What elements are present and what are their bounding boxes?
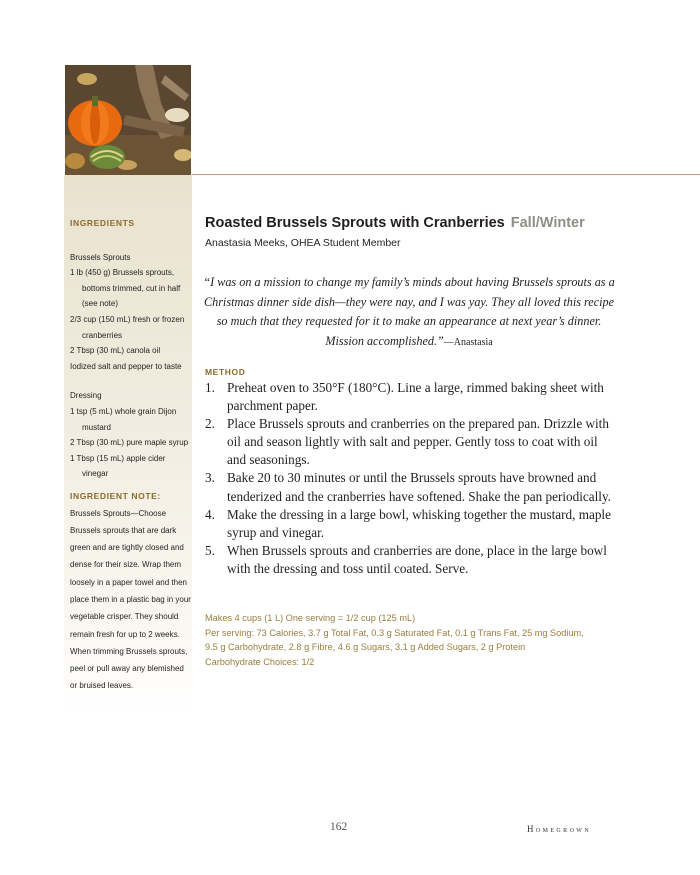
nutrition-line: Per serving: 73 Calories, 3.7 g Total Fat, 0.3 g Saturated Fat, 0.1 g Trans Fat, 25 mg Sodium, <box>205 627 584 638</box>
step-text: When Brussels sprouts and cranberries are done, place in the large bowl with the dressing and toss until coated. Serve. <box>227 542 607 576</box>
step-text: Bake 20 to 30 minutes or until the Brussels sprouts have browned and tenderized and the cranberries have softened. Shake the pan periodically. <box>227 470 611 504</box>
step-number: 3. <box>205 470 215 486</box>
recipe-quote <box>203 273 615 352</box>
nutrition-line: Carbohydrate Choices: 1/2 <box>205 656 315 667</box>
recipe-photo <box>65 65 191 175</box>
ingredients-heading: INGREDIENTS <box>70 218 135 228</box>
step-number: 5. <box>205 542 215 558</box>
method-step <box>205 542 615 578</box>
nutrition-info <box>205 611 615 669</box>
header-rule <box>192 174 700 175</box>
method-step <box>205 506 615 542</box>
step-number: 4. <box>205 506 215 522</box>
ingredient-item: 1 tsp (5 mL) whole grain Dijon mustard <box>70 406 177 432</box>
pumpkin-gourd-image <box>65 65 191 175</box>
quote-text: “I was on a mission to change my family’s minds about having Brussels sprouts as a Christmas dinner side dish—they were nay, and I was yay. They all loved this recipe so much that they requested for it to make an appearance at next year’s dinner. Mission accomplished.” <box>203 275 615 348</box>
step-number: 1. <box>205 380 215 395</box>
recipe-title <box>205 215 585 231</box>
method-steps <box>205 379 615 578</box>
nutrition-line: 9.5 g Carbohydrate, 2.8 g Fibre, 4.6 g Sugars, 3.1 g Added Sugars, 2 g Protein <box>205 642 526 652</box>
method-heading: METHOD <box>205 367 246 377</box>
ingredient-item: 2 Tbsp (30 mL) pure maple syrup <box>70 438 189 448</box>
step-text: Make the dressing in a large bowl, whisking together the mustard, maple syrup and vinegar. <box>227 506 611 540</box>
ingredient-group-title: Dressing <box>70 391 102 401</box>
recipe-author: Anastasia Meeks, OHEA Student Member <box>205 237 401 249</box>
method-step <box>205 379 615 415</box>
page-number: 162 <box>330 821 348 833</box>
ingredient-item: 2/3 cup (150 mL) fresh or frozen cranberries <box>70 314 185 340</box>
ingredient-note-text: Brussels Sprouts—Choose Brussels sprouts that are dark green and are tightly closed and dense for their size. Wrap them loosely in a paper towel and then place them in a plastic bag in your vegetable crisper. They should remain fresh for up to 2 weeks. When trimming Brussels sprouts, peel or pull away any blemished or bruised leaves. <box>70 508 191 691</box>
ingredient-item: Iodized salt and pepper to taste <box>70 361 182 371</box>
ingredient-item: 2 Tbsp (30 mL) canola oil <box>70 346 161 356</box>
ingredient-note-heading: INGREDIENT NOTE: <box>70 490 161 501</box>
step-text: Preheat oven to 350°F (180°C). Line a large, rimmed baking sheet with parchment paper. <box>227 380 604 414</box>
ingredient-group-title: Brussels Sprouts <box>70 252 131 262</box>
ingredients-panel <box>70 216 192 695</box>
method-step <box>205 415 615 469</box>
step-text: Place Brussels sprouts and cranberries on the prepared pan. Drizzle with oil and season lightly with salt and pepper. Gently toss to coat with oil and seasonings. <box>227 416 609 468</box>
season-label: Fall/Winter <box>510 215 585 231</box>
ingredient-item: 1 lb (450 g) Brussels sprouts, bottoms trimmed, cut in half (see note) <box>70 268 181 309</box>
running-head: Homegrown <box>527 824 592 834</box>
method-step <box>205 469 615 505</box>
quote-attribution: —Anastasia <box>443 336 493 348</box>
ingredient-item: 1 Tbsp (15 mL) apple cider vinegar <box>70 453 166 479</box>
nutrition-line: Makes 4 cups (1 L) One serving = 1/2 cup (125 mL) <box>205 613 416 623</box>
recipe-title-text: Roasted Brussels Sprouts with Cranberries <box>205 215 505 231</box>
step-number: 2. <box>205 416 215 432</box>
